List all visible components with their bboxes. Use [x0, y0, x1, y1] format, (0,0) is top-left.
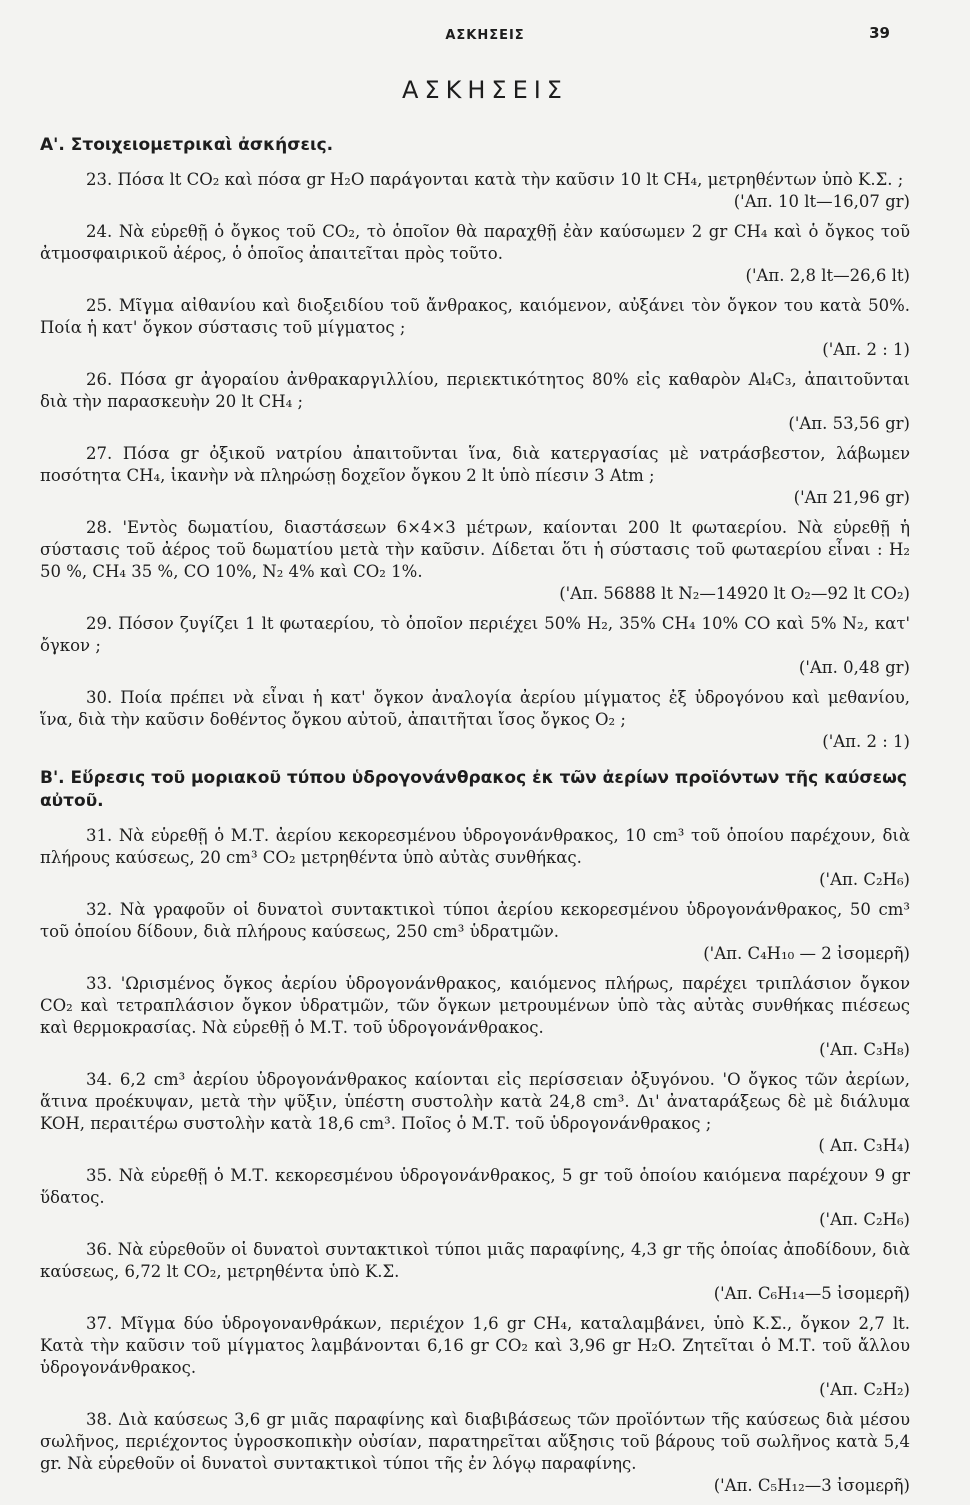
exercise-36 [40, 1239, 910, 1305]
exercise-37-answer: ('Απ. C₂H₂) [819, 1380, 910, 1399]
exercise-37 [40, 1313, 910, 1401]
exercise-31 [40, 825, 910, 891]
page-title: ΑΣΚΗΣΕΙΣ [402, 76, 568, 104]
exercise-38-text: 38. Διὰ καύσεως 3,6 gr μιᾶς παραφίνης καὶ διαβιβάσεως τῶν προϊόντων τῆς καύσεως διὰ μέσου σωλῆνος, περιέχοντος ὑγροσκοπικὴν οὐσίαν, παρατηρεῖται αὔξησις τοῦ βάρους τοῦ σωλῆνος κατὰ 5,4 gr. Νὰ εὑρεθοῦν οἱ δυνατοὶ συντακτικοὶ τύποι τῆς ἐν λόγῳ παραφίνης. [40, 1410, 910, 1473]
exercise-33-text: 33. 'Ωρισμένος ὄγκος ἀερίου ὑδρογονάνθρακος, καιόμενος πλήρως, παρέχει τριπλάσιον ὄγκον CO₂ καὶ τετραπλάσιον ὄγκον ὑδρατμῶν, τῶν ὄγκων μετρουμένων ὑπὸ τὰς αὐτὰς συνθήκας πιέσεως καὶ θερμοκρασίας. Νὰ εὑρεθῇ ὁ Μ.Τ. τοῦ ὑδρογονάνθρακος. [40, 974, 910, 1037]
exercise-23-answer: ('Απ. 10 lt—16,07 gr) [733, 192, 910, 211]
exercise-29-answer: ('Απ. 0,48 gr) [798, 658, 910, 677]
exercise-36-answer: ('Απ. C₆H₁₄—5 ἰσομερῆ) [713, 1284, 910, 1303]
section-b-heading: Β'. Εὕρεσις τοῦ μοριακοῦ τύπου ὑδρογονάνθρακος ἐκ τῶν ἀερίων προϊόντων τῆς καύσεως αὐτοῦ. [40, 768, 907, 811]
exercise-34-answer: ( Απ. C₃H₄) [818, 1136, 910, 1155]
exercise-30 [40, 687, 910, 753]
exercise-28 [40, 517, 910, 605]
exercise-27 [40, 443, 910, 509]
exercise-31-text: 31. Νὰ εὑρεθῇ ὁ Μ.Τ. ἀερίου κεκορεσμένου ὑδρογονάνθρακος, 10 cm³ τοῦ ὁποίου παρέχουν, διὰ πλήρους καύσεως, 20 cm³ CO₂ μετρηθέντα ὑπὸ αὐτὰς συνθήκας. [40, 826, 910, 867]
exercise-35-answer: ('Απ. C₂H₆) [819, 1210, 910, 1229]
exercise-26-text: 26. Πόσα gr ἀγοραίου ἀνθρακαργιλλίου, περιεκτικότητος 80% εἰς καθαρὸν Al₄C₃, ἀπαιτοῦνται διὰ τὴν παρασκευὴν 20 lt CH₄ ; [40, 370, 910, 411]
exercise-32 [40, 899, 910, 965]
exercise-38 [40, 1409, 910, 1497]
exercise-35 [40, 1165, 910, 1231]
exercise-25-answer: ('Απ. 2 : 1) [822, 340, 910, 359]
exercise-33 [40, 973, 910, 1061]
exercise-30-text: 30. Ποία πρέπει νὰ εἶναι ἡ κατ' ὄγκον ἀναλογία ἀερίου μίγματος ἐξ ὑδρογόνου καὶ μεθανίου, ἵνα, διὰ τὴν καῦσιν δοθέντος ὄγκου αὐτοῦ, ἀπαιτῆται ἴσος ὄγκος O₂ ; [40, 688, 910, 729]
exercise-24-answer: ('Απ. 2,8 lt—26,6 lt) [745, 266, 910, 285]
exercise-33-answer: ('Απ. C₃H₈) [819, 1040, 910, 1059]
exercise-24 [40, 221, 910, 287]
exercise-28-answer: ('Απ. 56888 lt N₂—14920 lt O₂—92 lt CO₂) [559, 584, 910, 603]
exercise-25-text: 25. Μῖγμα αἰθανίου καὶ διοξειδίου τοῦ ἄνθρακος, καιόμενον, αὐξάνει τὸν ὄγκον του κατὰ 50%. Ποία ἡ κατ' ὄγκον σύστασις τοῦ μίγματος ; [40, 296, 910, 337]
exercise-32-text: 32. Νὰ γραφοῦν οἱ δυνατοὶ συντακτικοὶ τύποι ἀερίου κεκορεσμένου ὑδρογονάνθρακος, 50 cm³ τοῦ ὁποίου δίδουν, διὰ πλήρους καύσεως, 250 cm³ ὑδρατμῶν. [40, 900, 910, 941]
exercise-35-text: 35. Νὰ εὑρεθῇ ὁ Μ.Τ. κεκορεσμένου ὑδρογονάνθρακος, 5 gr τοῦ ὁποίου καιόμενα παρέχουν 9 gr ὕδατος. [40, 1166, 910, 1207]
exercise-28-text: 28. 'Εντὸς δωματίου, διαστάσεων 6×4×3 μέτρων, καίονται 200 lt φωταερίου. Νὰ εὑρεθῇ ἡ σύστασις τοῦ ἀέρος τοῦ δωματίου μετὰ τὴν καῦσιν. Δίδεται ὅτι ἡ σύστασις τοῦ φωταερίου εἶναι : H₂ 50 %, CH₄ 35 %, CO 10%, N₂ 4% καὶ CO₂ 1%. [40, 518, 910, 581]
exercise-30-answer: ('Απ. 2 : 1) [822, 732, 910, 751]
exercise-23-text: 23. Πόσα lt CO₂ καὶ πόσα gr H₂O παράγονται κατὰ τὴν καῦσιν 10 lt CH₄, μετρηθέντων ὑπὸ Κ.Σ. ; [86, 170, 904, 189]
exercise-34 [40, 1069, 910, 1157]
page-number: 39 [869, 24, 890, 42]
exercise-24-text: 24. Νὰ εὑρεθῇ ὁ ὄγκος τοῦ CO₂, τὸ ὁποῖον θὰ παραχθῇ ἐὰν καύσωμεν 2 gr CH₄ καὶ ὁ ὄγκος τοῦ ἀτμοσφαιρικοῦ ἀέρος, ὁ ὁποῖος ἀπαιτεῖται πρὸς τοῦτο. [40, 222, 910, 263]
exercise-27-answer: ('Απ 21,96 gr) [793, 488, 910, 507]
exercise-32-answer: ('Απ. C₄H₁₀ — 2 ἰσομερῆ) [703, 944, 910, 963]
exercise-23 [40, 169, 910, 213]
exercise-36-text: 36. Νὰ εὑρεθοῦν οἱ δυνατοὶ συντακτικοὶ τύποι μιᾶς παραφίνης, 4,3 gr τῆς ὁποίας ἀποδίδουν, διὰ καύσεως, 6,72 lt CO₂, μετρηθέντα ὑπὸ Κ.Σ. [40, 1240, 910, 1281]
exercise-37-text: 37. Μῖγμα δύο ὑδρογονανθράκων, περιέχον 1,6 gr CH₄, καταλαμβάνει, ὑπὸ Κ.Σ., ὄγκον 2,7 lt. Κατὰ τὴν καῦσιν τοῦ μίγματος λαμβάνονται 6,16 gr CO₂ καὶ 3,96 gr H₂O. Ζητεῖται ὁ Μ.Τ. τοῦ ἄλλου ὑδρογονάνθρακος. [40, 1314, 910, 1377]
exercise-29 [40, 613, 910, 679]
exercise-38-answer: ('Απ. C₅H₁₂—3 ἰσομερῆ) [713, 1476, 910, 1495]
exercise-29-text: 29. Πόσον ζυγίζει 1 lt φωταερίου, τὸ ὁποῖον περιέχει 50% H₂, 35% CH₄ 10% CO καὶ 5% N₂, κατ' ὄγκον ; [40, 614, 910, 655]
section-a-heading: Α'. Στοιχειομετρικαὶ ἀσκήσεις. [40, 135, 334, 155]
exercise-26-answer: ('Απ. 53,56 gr) [788, 414, 910, 433]
exercise-34-text: 34. 6,2 cm³ ἀερίου ὑδρογονάνθρακος καίονται εἰς περίσσειαν ὀξυγόνου. 'Ο ὄγκος τῶν ἀερίων, ἅτινα προέκυψαν, μετὰ τὴν ψῦξιν, ὑπέστη συστολὴν κατὰ 24,8 cm³. Δι' ἀναταράξεως δὲ μὲ διάλυμα KOH, περαιτέρω συστολὴν κατὰ 18,6 cm³. Ποῖος ὁ Μ.Τ. τοῦ ὑδρογονάνθρακος ; [40, 1070, 910, 1133]
exercise-body [40, 134, 910, 1505]
exercise-26 [40, 369, 910, 435]
exercise-27-text: 27. Πόσα gr ὀξικοῦ νατρίου ἀπαιτοῦνται ἵνα, διὰ κατεργασίας μὲ νατράσβεστον, λάβωμεν ποσότητα CH₄, ἱκανὴν νὰ πληρώσῃ δοχεῖον ὄγκου 2 lt ὑπὸ πίεσιν 3 Atm ; [40, 444, 910, 485]
running-head: ΑΣΚΗΣΕΙΣ [445, 28, 525, 43]
exercise-25 [40, 295, 910, 361]
exercise-31-answer: ('Απ. C₂H₆) [819, 870, 910, 889]
